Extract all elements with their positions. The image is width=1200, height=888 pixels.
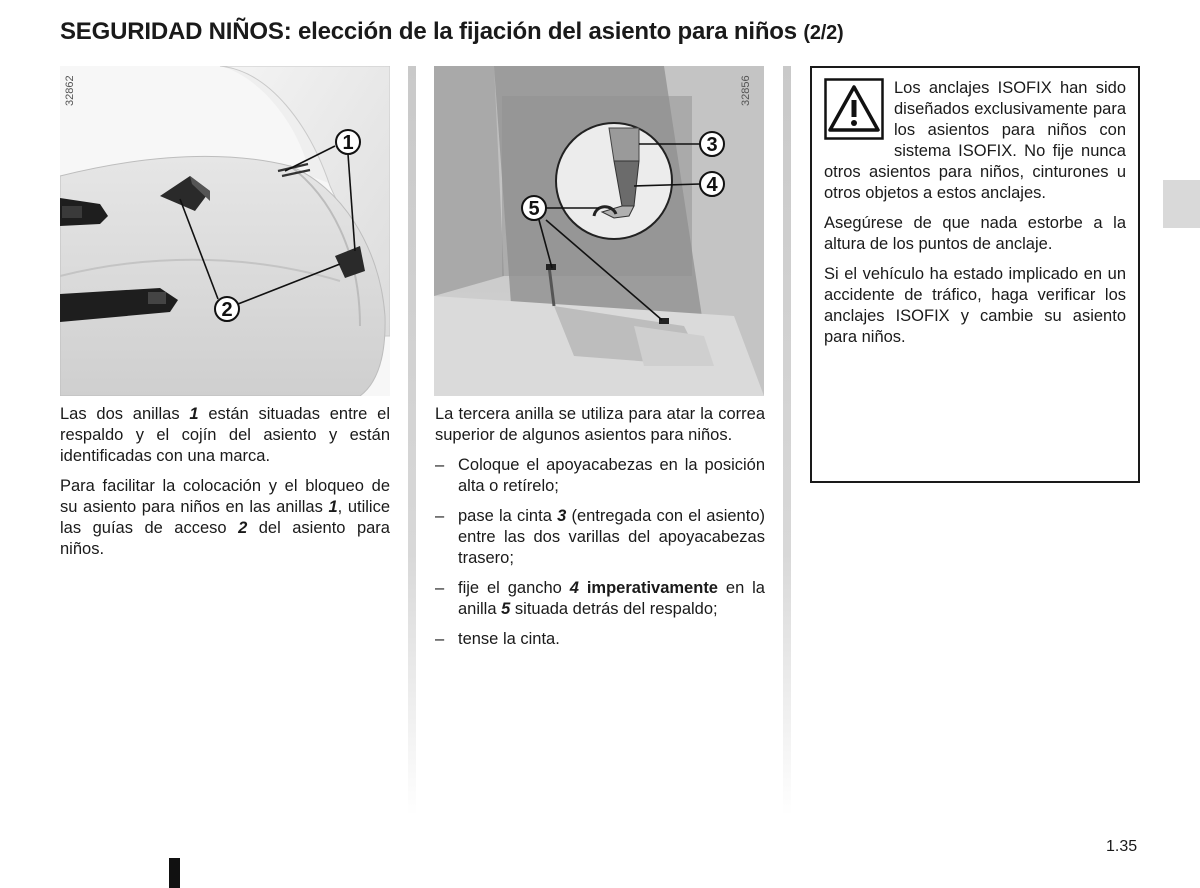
list-item: – Coloque el apoyacabezas en la posición alta o retírelo; bbox=[435, 456, 765, 495]
list-item: – pase la cinta 3 (entregada con el asiento) entre las dos varillas del apoyacabezas trasero; bbox=[435, 507, 765, 567]
callout-1 bbox=[336, 130, 360, 154]
column-separator-1 bbox=[408, 66, 416, 816]
paragraph-guides: Para facilitar la colocación y el bloqueo de su asiento para niños en las anillas 1, utilice las guías de acceso 2 del asiento para niños. bbox=[60, 477, 390, 558]
tether-illustration bbox=[434, 66, 764, 396]
callout-3-label: 3 bbox=[706, 134, 718, 156]
callout-2-label: 2 bbox=[221, 299, 233, 321]
crop-mark bbox=[169, 858, 180, 888]
paragraph-rings: Las dos anillas 1 están situadas entre el respaldo y el cojín del asiento y están identificadas con una marca. bbox=[60, 405, 390, 465]
figure-seat-isofix-rings bbox=[60, 66, 390, 396]
section-tab bbox=[1163, 180, 1200, 228]
column-separator-2 bbox=[783, 66, 791, 816]
warning-paragraph-2: Asegúrese de que nada estorbe a la altura de los puntos de anclaje. bbox=[824, 214, 1126, 253]
callout-4-label: 4 bbox=[706, 174, 718, 196]
warning-paragraph-1: Los anclajes ISOFIX han sido diseñados exclusivamente para los asientos para niños con sistema ISOFIX. No fije nunca otros asientos para niños, cinturones u otros objetos a estos anclajes. bbox=[824, 79, 1126, 202]
magnified-hook-inset bbox=[556, 123, 672, 239]
page-title bbox=[60, 18, 844, 46]
warning-triangle-icon bbox=[824, 78, 884, 140]
callout-2 bbox=[215, 297, 239, 321]
paragraph-third-ring: La tercera anilla se utiliza para atar la correa superior de algunos asientos para niños. bbox=[435, 405, 765, 444]
figure-middle-code: 32856 bbox=[740, 75, 752, 106]
callout-1-label: 1 bbox=[342, 132, 354, 154]
page-title-main: SEGURIDAD NIÑOS: elección de la fijación del asiento para niños bbox=[60, 18, 797, 45]
warning-paragraph-3: Si el vehículo ha estado implicado en un accidente de tráfico, haga verificar los anclajes ISOFIX y cambie su asiento para niños. bbox=[824, 265, 1126, 346]
callout-5 bbox=[522, 196, 546, 220]
column-middle-text bbox=[435, 404, 765, 659]
steps-list bbox=[435, 455, 765, 650]
warning-box bbox=[810, 66, 1140, 483]
figure-left-code: 32862 bbox=[64, 75, 76, 106]
page-number: 1.35 bbox=[1106, 838, 1138, 855]
column-left-text bbox=[60, 404, 390, 569]
list-item: – tense la cinta. bbox=[435, 630, 560, 648]
page-title-suffix: (2/2) bbox=[803, 22, 844, 44]
callout-3 bbox=[700, 132, 724, 156]
figure-top-tether-anchor bbox=[434, 66, 764, 396]
callout-5-label: 5 bbox=[528, 198, 540, 220]
seat-illustration bbox=[60, 66, 390, 396]
list-item: – fije el gancho 4 imperativamente en la anilla 5 situada detrás del respaldo; bbox=[435, 579, 765, 618]
callout-4 bbox=[700, 172, 724, 196]
